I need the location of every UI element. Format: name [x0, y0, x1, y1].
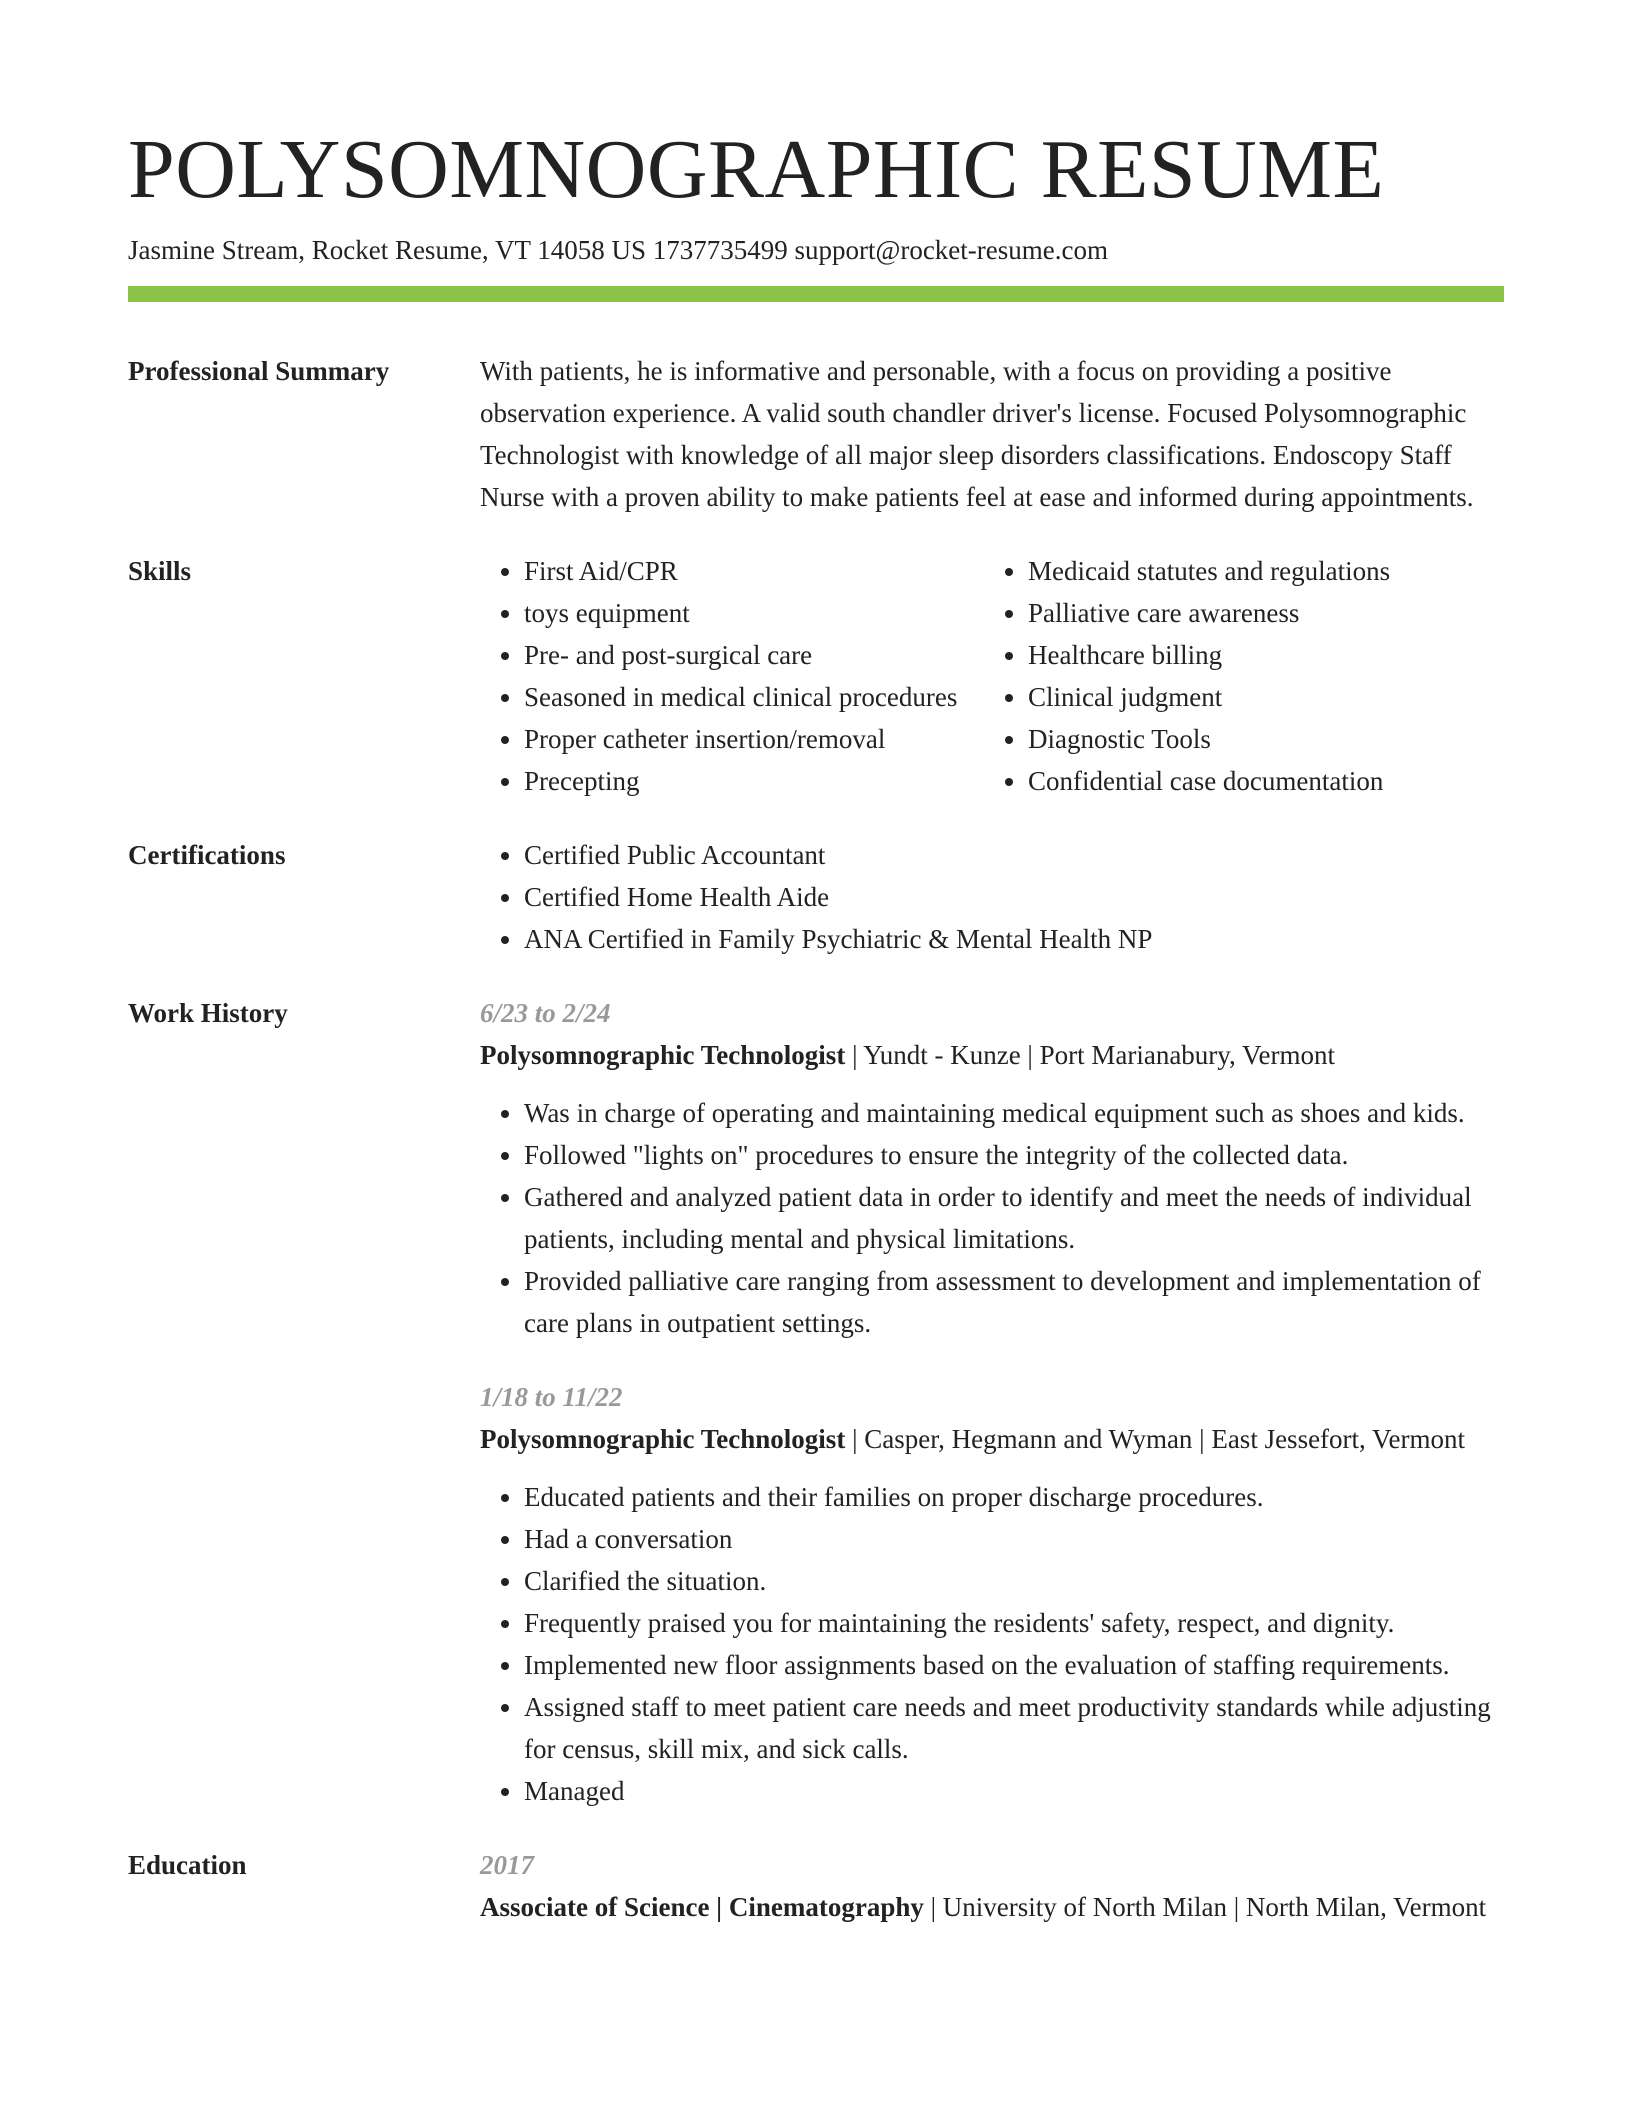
skill-item: • Seasoned in medical clinical procedures [524, 676, 984, 718]
resume-title: POLYSOMNOGRAPHIC RESUME [128, 123, 1385, 216]
job-heading [480, 1034, 1504, 1076]
education-details: | University of North Milan | North Milan, Vermont [923, 1892, 1487, 1922]
education-year: 2017 [480, 1850, 534, 1880]
section-heading: Work History [128, 998, 288, 1028]
job-bullet: • Educated patients and their families on proper discharge procedures. [524, 1476, 1504, 1518]
job-bullets [480, 1092, 1504, 1344]
section-heading: Certifications [128, 840, 286, 870]
section-heading: Skills [128, 556, 192, 586]
contact-line: Jasmine Stream, Rocket Resume, VT 14058 US 1737735499 support@rocket-resume.com [128, 235, 1108, 265]
summary-text: With patients, he is informative and personable, with a focus on providing a positive observation experience. A valid south chandler driver's license. Focused Polysomnographic Technologist with knowledge of all major sleep disorders classifications. Endoscopy Staff Nurse with a proven ability to make patients feel at ease and informed during appointments. [480, 356, 1474, 512]
skill-item: • toys equipment [524, 592, 984, 634]
skills-section [128, 550, 1504, 802]
job-entry [480, 992, 1504, 1344]
job-bullet: • Managed [524, 1770, 1504, 1812]
job-bullet: • Assigned staff to meet patient care needs and meet productivity standards while adjusting for census, skill mix, and sick calls. [524, 1686, 1504, 1770]
job-dates: 6/23 to 2/24 [480, 998, 611, 1028]
education-heading [480, 1886, 1504, 1928]
summary-section [128, 350, 1504, 518]
skill-item: • Pre- and post-surgical care [524, 634, 984, 676]
job-bullet: • Followed "lights on" procedures to ensure the integrity of the collected data. [524, 1134, 1504, 1176]
job-bullet: • Was in charge of operating and maintaining medical equipment such as shoes and kids. [524, 1092, 1504, 1134]
job-details: | Yundt - Kunze | Port Marianabury, Vermont [845, 1040, 1336, 1070]
job-details: | Casper, Hegmann and Wyman | East Jessefort, Vermont [845, 1424, 1466, 1454]
resume-content [128, 350, 1504, 1928]
job-bullet: • Clarified the situation. [524, 1560, 1504, 1602]
skill-item: • First Aid/CPR [524, 550, 984, 592]
certifications-section [128, 834, 1504, 960]
section-heading: Education [128, 1850, 247, 1880]
job-bullets [480, 1476, 1504, 1812]
job-bullet: • Implemented new floor assignments based on the evaluation of staffing requirements. [524, 1644, 1504, 1686]
job-bullet: • Frequently praised you for maintaining the residents' safety, respect, and dignity. [524, 1602, 1504, 1644]
certification-item: • Certified Public Accountant [524, 834, 1504, 876]
certification-item: • ANA Certified in Family Psychiatric & Mental Health NP [524, 918, 1504, 960]
job-bullet: • Had a conversation [524, 1518, 1504, 1560]
accent-divider [128, 286, 1504, 302]
job-title: Polysomnographic Technologist [480, 1424, 846, 1454]
skill-item: • Proper catheter insertion/removal [524, 718, 984, 760]
job-bullet: • Gathered and analyzed patient data in order to identify and meet the needs of individual patients, including mental and physical limitations. [524, 1176, 1504, 1260]
skill-item: • Clinical judgment [1028, 676, 1390, 718]
skill-item: • Medicaid statutes and regulations [1028, 550, 1390, 592]
job-title: Polysomnographic Technologist [480, 1040, 846, 1070]
section-heading: Professional Summary [128, 356, 390, 386]
work-history-section [128, 992, 1504, 1812]
skill-item: • Confidential case documentation [1028, 760, 1390, 802]
skill-item: • Diagnostic Tools [1028, 718, 1390, 760]
skill-item: • Healthcare billing [1028, 634, 1390, 676]
skill-item: • Precepting [524, 760, 984, 802]
job-bullet: • Provided palliative care ranging from assessment to development and implementation of care plans in outpatient settings. [524, 1260, 1504, 1344]
education-section [128, 1844, 1504, 1928]
certifications-list [480, 834, 1504, 960]
skill-item: • Palliative care awareness [1028, 592, 1390, 634]
education-degree: Associate of Science | Cinematography [480, 1892, 924, 1922]
job-entry [480, 1376, 1504, 1812]
skills-list-left [480, 550, 984, 802]
job-dates: 1/18 to 11/22 [480, 1382, 623, 1412]
job-heading [480, 1418, 1504, 1460]
certification-item: • Certified Home Health Aide [524, 876, 1504, 918]
skills-list-right [984, 550, 1390, 802]
